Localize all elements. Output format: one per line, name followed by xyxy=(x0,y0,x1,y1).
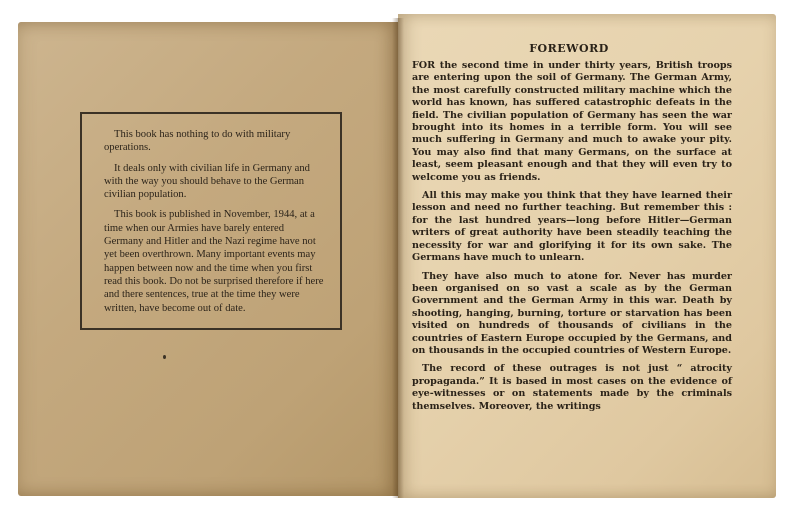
notice-paragraph-3: This book is published in November, 1944, at a time when our Armies have barely entered Germany and Hitler and the Nazi regime have not yet been overthrown. Many important events may happen between now and the time when you first read this book. Do not be surprised therefore if here and there sentences, true at the time they were written, have become out of date. xyxy=(104,209,324,314)
foreword-paragraph-4: The record of these outrages is not just “ atrocity propaganda.” It is based in most cases on the evidence of eye-witnesses or on statements made by the criminals themselves. Moreover, the writings xyxy=(412,363,732,412)
foreword-paragraph-3: They have also much to atone for. Never has murder been organised on so vast a scale as by the German Government and the German Army in this war. Death by shooting, hanging, burning, torture or starvation has been visited on hundreds of thousands of civilians in the countries of Eastern Europe occupied by the Germans, and on thousands in the occupied countries of Western Europe. xyxy=(412,270,732,356)
ink-dot xyxy=(163,355,166,359)
notice-paragraph-1: This book has nothing to do with military operations. xyxy=(104,129,291,154)
foreword-paragraph-1: FOR the second time in under thirty years, British troops are entering upon the soil of Germany. The German Army, the most carefully constructed military machine which the world has known, has suffered catastrophic defeats in the field. The civilian population of Germany has seen the war brought into its homes in a terrible form. You will see much suffering in Germany and much to awake your pity. You may also find that many Germans, on the surface at least, seem pleasant enough and that they will even try to welcome you as friends. xyxy=(412,60,732,183)
foreword-body xyxy=(412,60,732,419)
page-gutter xyxy=(392,18,404,498)
notice-paragraph-2: It deals only with civilian life in Germany and with the way you should behave to the German civilian population. xyxy=(104,162,310,201)
notice-box xyxy=(80,112,342,330)
foreword-paragraph-2: All this may make you think that they have learned their lesson and need no further teaching. But remember this : for the last hundred years—long before Hitler—German writers of great authority have been steadily teaching the necessity for war and glorifying it for its own sake. The Germans have much to unlearn. xyxy=(412,190,732,264)
foreword-title: FOREWORD xyxy=(529,42,609,55)
left-page xyxy=(18,22,398,496)
